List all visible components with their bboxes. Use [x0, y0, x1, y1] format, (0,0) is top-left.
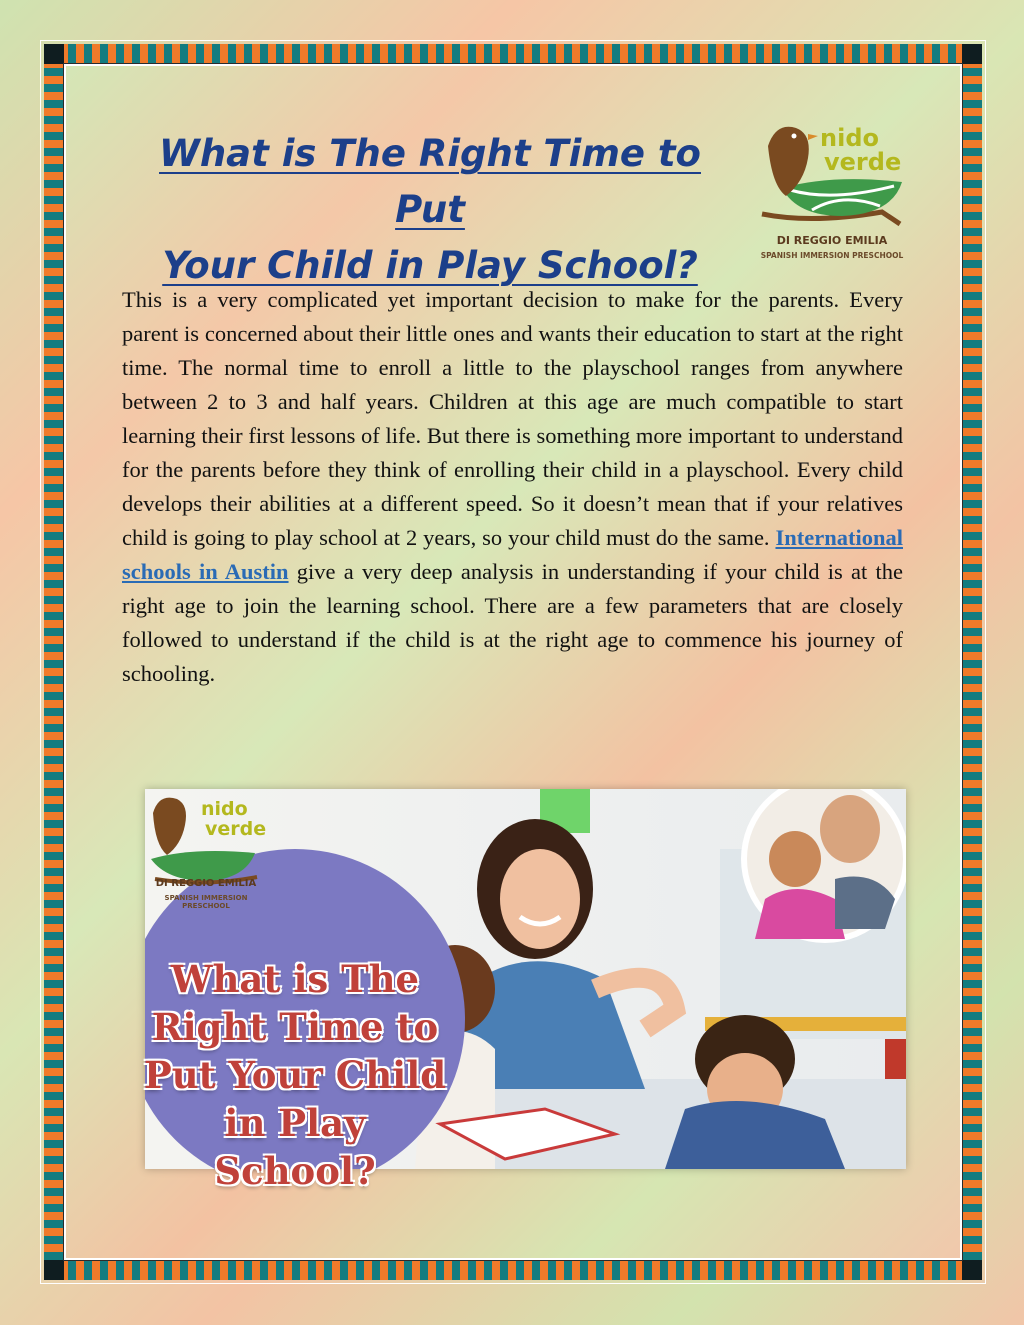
logo-tagline: SPANISH IMMERSION PRESCHOOL — [760, 251, 904, 260]
document-title — [120, 126, 740, 294]
logo-subtitle: DI REGGIO EMILIA — [776, 234, 888, 247]
nido-verde-logo — [752, 116, 912, 266]
paragraph-text-after-link: give a very deep analysis in understanding if your child is at the right age to join the learning school. There are a few parameters that are closely followed to understand if the child is at the right age to commence his journey of schooling. — [122, 559, 903, 686]
image-overlay-title — [140, 955, 450, 1195]
mini-logo-subtitle: DI REGGIO EMILIA — [155, 878, 257, 889]
mini-logo-brand-line2: verde — [205, 818, 267, 840]
overlay-line-1: What is The — [170, 957, 420, 1001]
body-paragraph — [122, 283, 903, 691]
mini-logo-brand-line1: nido — [201, 798, 248, 820]
teacher-face-shape — [500, 849, 580, 949]
overlay-line-3: Put Your Child — [143, 1053, 447, 1097]
paragraph-text-before-link: This is a very complicated yet important decision to make for the parents. Every parent is concerned about their little ones and wants their education to start at the right time. The normal time to enroll a little to the playschool ranges from anywhere between 2 to 3 and half years. Children at this age are much compatible to start learning their first lessons of life. But there is something more important to understand for the parents before they think of enrolling their child in a playschool. Every child develops their abilities at a different speed. So it doesn’t mean that if your relatives child is going to play school at 2 years, so your child must do the same. — [122, 287, 903, 550]
logo-brand-line1: nido — [820, 124, 879, 152]
title-line-2: Your Child in Play School? — [162, 244, 698, 287]
overlay-line-4: in Play School? — [214, 1101, 376, 1193]
mini-logo-tagline: SPANISH IMMERSION PRESCHOOL — [164, 894, 248, 910]
overlay-line-2: Right Time to — [151, 1005, 439, 1049]
international-schools-link[interactable]: International schools in Austin — [122, 525, 903, 584]
title-line-1: What is The Right Time to Put — [159, 132, 701, 231]
logo-brand-line2: verde — [824, 148, 902, 176]
